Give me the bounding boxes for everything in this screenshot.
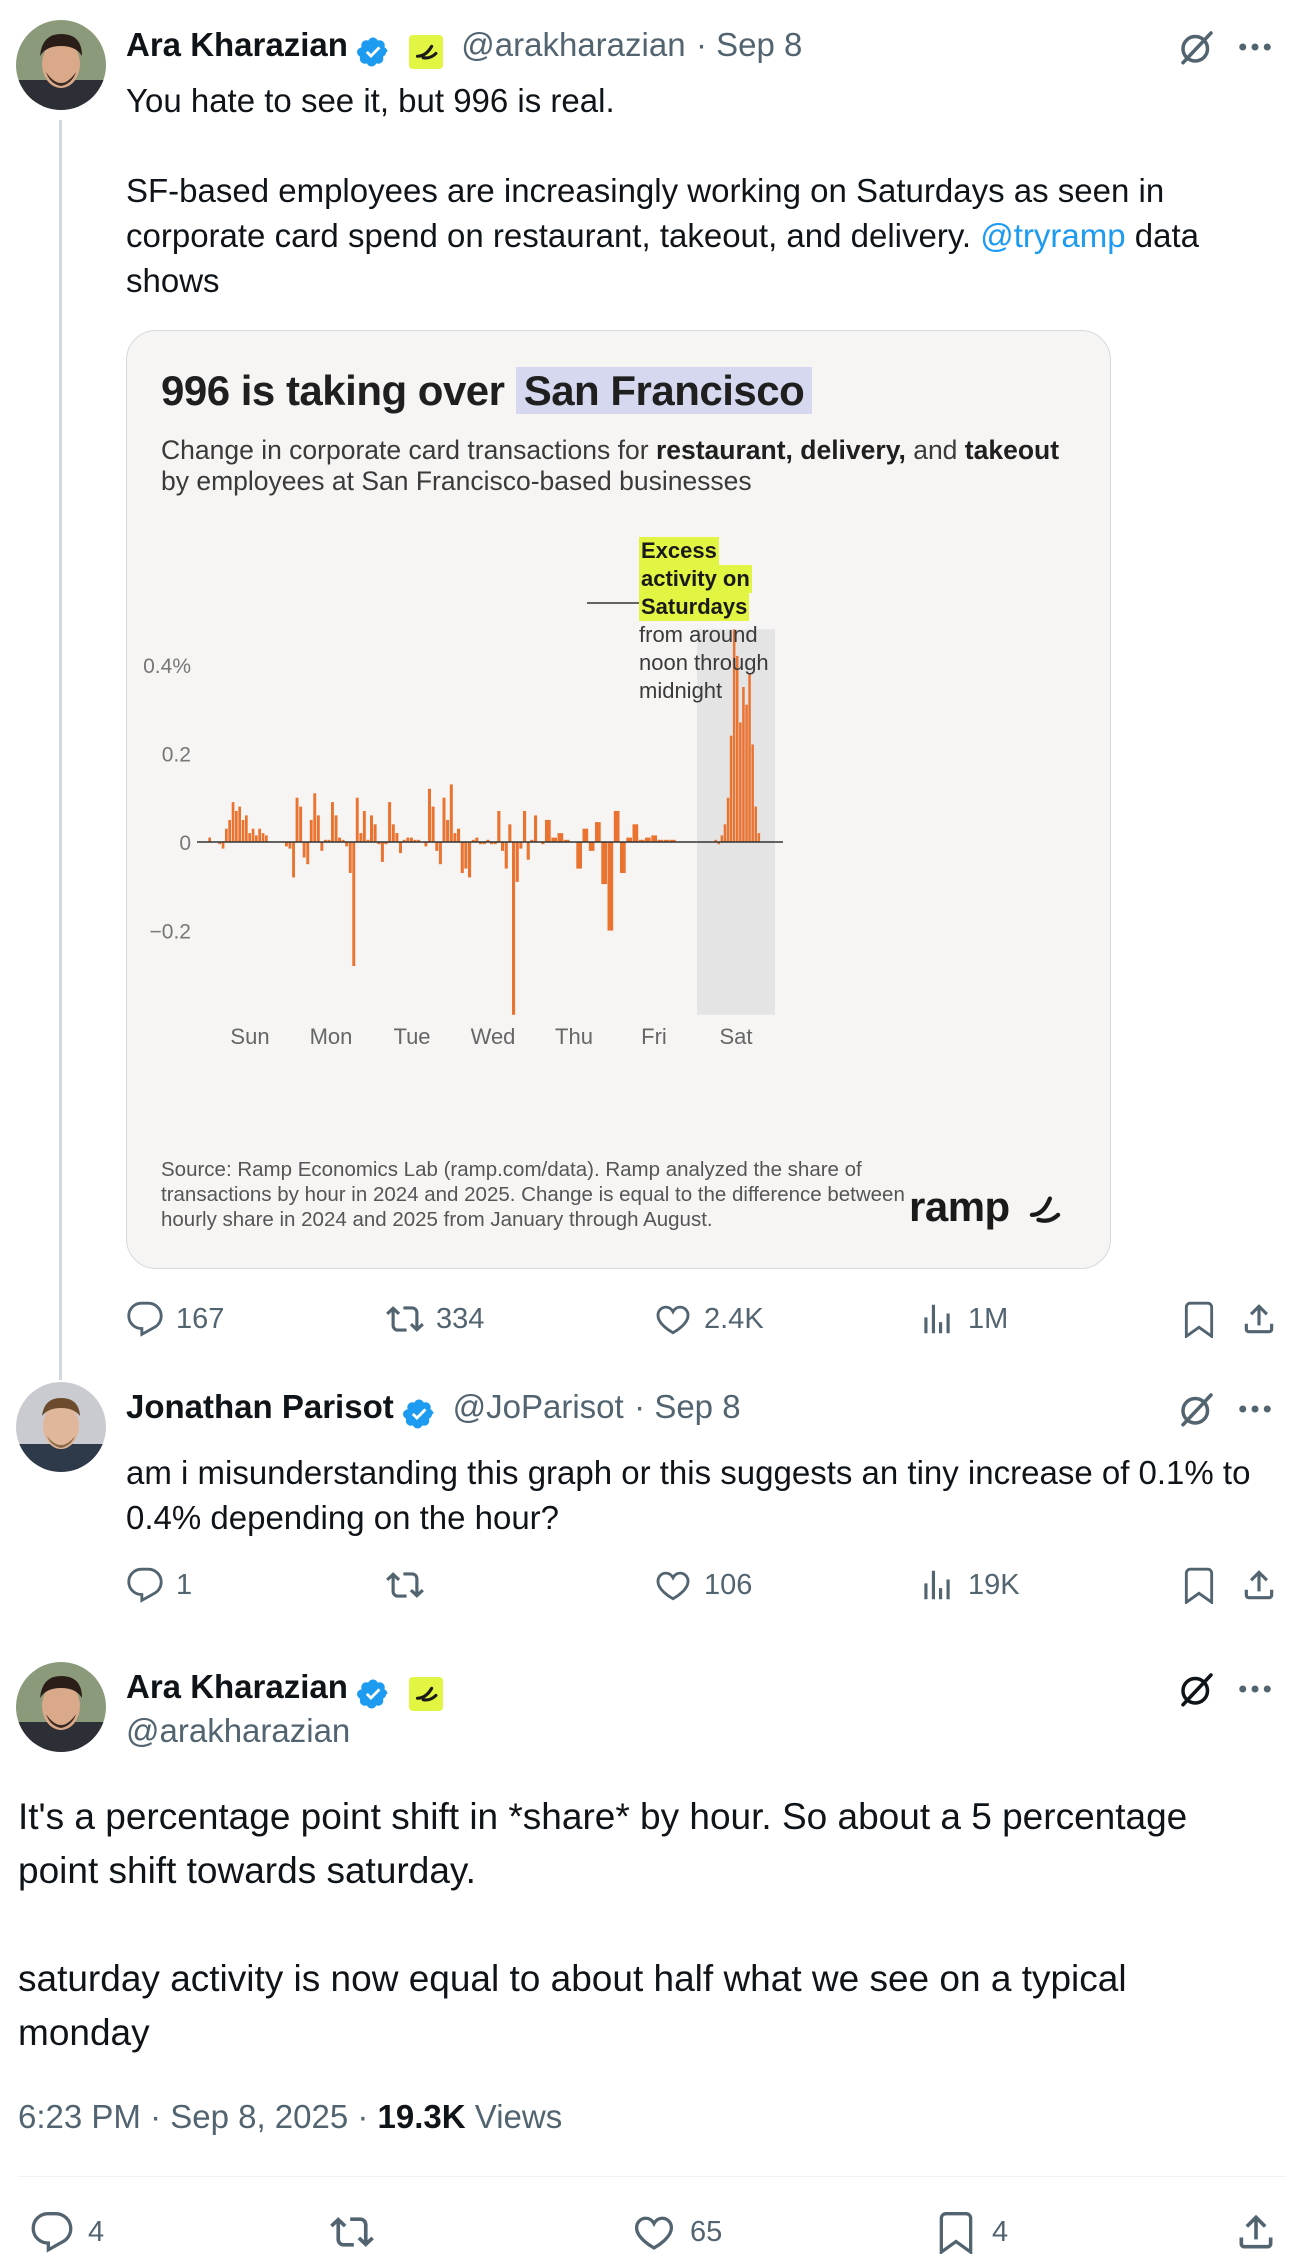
x-category-label: Thu <box>555 1024 593 1049</box>
chart-bar <box>399 842 402 853</box>
chart-bar <box>238 807 241 842</box>
chart-subtitle-d: takeout <box>964 435 1060 465</box>
chart-bar <box>758 833 761 842</box>
reply-button[interactable] <box>126 1300 224 1338</box>
reply-icon <box>126 1566 164 1604</box>
repost-icon <box>386 1300 424 1338</box>
chart-bar <box>265 835 268 842</box>
like-count: 2.4K <box>704 1302 764 1335</box>
chart-bar <box>620 842 626 873</box>
affiliate-ramp-icon[interactable] <box>409 35 443 69</box>
reply-count: 4 <box>88 2215 105 2248</box>
chart-bar <box>395 833 398 842</box>
chart-annotation <box>639 537 769 705</box>
chart-bar <box>262 833 265 842</box>
chart-bar <box>388 802 391 842</box>
annotation-rest-2: noon through <box>639 650 769 675</box>
bookmark-count: 4 <box>992 2215 1009 2248</box>
chart-source: Source: Ramp Economics Lab (ramp.com/data). Ramp analyzed the share of transactions by hour in 2024 and 2025. Change is equal to the difference between hourly share in 2024 and 2025 from January through August. <box>161 1158 905 1231</box>
chart-bar <box>608 842 614 931</box>
chart-bar <box>545 820 551 842</box>
chart-bar <box>583 829 589 842</box>
tweet-2-text: am i misunderstanding this graph or this suggests an tiny increase of 0.1% to 0.4% depending on the hour? <box>126 1454 1251 1536</box>
ramp-logo <box>909 1183 1065 1231</box>
annotation-hl-3: Saturdays <box>641 594 748 619</box>
repost-button[interactable] <box>386 1566 436 1604</box>
chart-bar <box>508 824 511 842</box>
mention-link[interactable]: @tryramp <box>980 217 1126 254</box>
author-handle[interactable]: @JoParisot <box>452 1388 624 1425</box>
tweet-3-text <box>18 1790 1258 2060</box>
views-total: 19.3K <box>377 2098 466 2135</box>
annotation-rest-1: from around <box>639 622 758 647</box>
share-icon[interactable] <box>1234 2210 1278 2254</box>
chart-image-card[interactable] <box>126 330 1111 1269</box>
reply-button[interactable] <box>126 1566 192 1604</box>
views-icon <box>918 1566 956 1604</box>
chart-bar <box>374 824 377 842</box>
chart-bar <box>335 815 338 842</box>
chart-bar <box>457 829 460 842</box>
tweet-1-para2 <box>126 168 1266 303</box>
tweet-3-para1: It's a percentage point shift in *share* by hour. So about a 5 percentage point shift towards saturday. <box>18 1796 1188 1891</box>
thread-line <box>59 120 62 1380</box>
views-count: 19K <box>968 1568 1020 1601</box>
bookmark-icon <box>934 2210 978 2254</box>
chart-bar <box>228 820 231 842</box>
chart-bar <box>313 793 316 842</box>
author-name[interactable]: Jonathan Parisot <box>126 1388 394 1425</box>
chart-bar <box>497 811 500 842</box>
chart-bar <box>519 842 522 849</box>
more-icon[interactable] <box>1234 1668 1276 1710</box>
views-button[interactable] <box>918 1566 1020 1604</box>
tweet-3-para2: saturday activity is now equal to about half what we see on a typical monday <box>18 1958 1127 2053</box>
chart-bar <box>633 824 639 842</box>
repost-icon <box>386 1566 424 1604</box>
x-category-label: Fri <box>641 1024 667 1049</box>
ramp-logo-text: ramp <box>909 1183 1010 1230</box>
chart-bar <box>299 807 302 842</box>
like-icon <box>632 2210 676 2254</box>
chart-bar <box>730 736 733 842</box>
chart-bar <box>516 842 519 882</box>
chart-bar <box>435 842 438 851</box>
chart-bar <box>512 842 515 1015</box>
more-icon[interactable] <box>1234 26 1276 68</box>
share-icon[interactable] <box>1240 1566 1278 1604</box>
views-count: 1M <box>968 1302 1009 1335</box>
author-handle[interactable]: @arakharazian <box>461 26 686 63</box>
chart-bar <box>595 822 601 842</box>
ramp-logo-icon <box>1025 1192 1065 1228</box>
chart-bar <box>356 798 359 842</box>
avatar[interactable] <box>16 1382 106 1472</box>
annotation-hl-1: Excess <box>641 538 717 563</box>
tweet-1-para2-b: data shows <box>126 217 1199 299</box>
chart-bar <box>320 842 323 851</box>
verified-badge-icon <box>356 35 390 69</box>
tweet-date[interactable]: · Sep 8 <box>634 1388 741 1425</box>
like-button[interactable] <box>654 1300 764 1338</box>
x-category-label: Mon <box>309 1024 353 1049</box>
chart-bar <box>432 807 435 842</box>
more-icon[interactable] <box>1234 1388 1276 1430</box>
chart-bar <box>446 820 449 842</box>
chart-bar <box>576 842 582 869</box>
tweet-1-para2-a: SF-based employees are increasingly working on Saturdays as seen in corporate card spend on restaurant, takeout, and delivery. <box>126 172 1165 254</box>
chart-bar <box>443 798 446 842</box>
author-name[interactable]: Ara Kharazian <box>126 26 348 63</box>
y-tick-label: 0 <box>179 832 191 855</box>
y-tick-label: 0.2 <box>161 743 191 767</box>
tweet-timestamp[interactable]: 6:23 PM · Sep 8, 2025 · <box>18 2098 378 2135</box>
chart-bar <box>258 829 261 842</box>
chart-bar <box>450 784 453 842</box>
annotation-rest-3: midnight <box>639 678 723 703</box>
chart-bar <box>352 842 355 966</box>
tweet-1-line1: You hate to see it, but 996 is real. <box>126 82 615 119</box>
bar-chart <box>127 331 1110 1131</box>
chart-bar <box>751 745 754 843</box>
chart-bar <box>306 842 309 864</box>
verified-badge-icon <box>402 1397 436 1431</box>
chart-bar <box>755 807 758 842</box>
chart-bar <box>742 687 745 842</box>
chart-bar <box>242 820 245 842</box>
chart-subtitle-c: and <box>905 435 965 465</box>
chart-bar <box>225 829 228 842</box>
chart-bar <box>464 842 467 869</box>
chart-bar <box>255 835 258 842</box>
tweet-date[interactable]: · Sep 8 <box>696 26 803 63</box>
views-button[interactable] <box>918 1300 1008 1338</box>
chart-bar <box>534 815 537 842</box>
author-name[interactable]: Ara Kharazian <box>126 1668 348 1705</box>
chart-bar <box>468 842 471 877</box>
x-category-label: Sun <box>230 1024 270 1049</box>
chart-bar <box>310 820 313 842</box>
chart-bar <box>392 824 395 842</box>
x-category-label: Sat <box>719 1024 753 1049</box>
reply-count: 1 <box>176 1568 193 1601</box>
chart-bar <box>359 833 362 842</box>
y-tick-label: −0.2 <box>149 920 191 944</box>
verified-badge-icon <box>356 1677 390 1711</box>
chart-bar <box>252 829 255 842</box>
chart-bar <box>501 842 504 851</box>
chart-bar <box>505 842 508 869</box>
chart-bar <box>289 842 292 849</box>
chart-subtitle-b: restaurant, delivery, <box>655 435 906 465</box>
chart-bar <box>439 842 442 864</box>
reply-button[interactable] <box>30 2210 104 2254</box>
bookmark-icon[interactable] <box>1180 1566 1218 1604</box>
chart-bar <box>739 722 742 842</box>
chart-bar <box>724 824 727 842</box>
chart-bar <box>721 835 724 842</box>
repost-icon <box>330 2210 374 2254</box>
chart-bar <box>303 842 306 858</box>
reply-icon <box>30 2210 74 2254</box>
chart-bar <box>349 842 352 873</box>
annotation-hl-2: activity on <box>641 566 750 591</box>
avatar[interactable] <box>16 1662 106 1752</box>
like-count: 106 <box>704 1568 753 1601</box>
chart-bar <box>527 842 530 860</box>
chart-bar <box>589 842 595 851</box>
grok-icon[interactable] <box>1176 1388 1218 1430</box>
chart-bar <box>381 842 384 862</box>
repost-button[interactable] <box>330 2210 374 2254</box>
y-tick-label: 0.4% <box>143 654 191 678</box>
x-category-label: Wed <box>470 1024 516 1049</box>
chart-bar <box>370 815 373 842</box>
chart-bar <box>222 842 225 849</box>
chart-bar <box>614 811 620 842</box>
chart-bar <box>232 802 235 842</box>
avatar[interactable] <box>16 20 106 110</box>
share-icon[interactable] <box>1240 1300 1278 1338</box>
divider <box>18 2176 1286 2177</box>
like-icon <box>654 1566 692 1604</box>
grok-icon[interactable] <box>1176 1668 1218 1710</box>
bookmark-icon[interactable] <box>1180 1300 1218 1338</box>
like-button[interactable] <box>632 2210 722 2254</box>
chart-bar <box>317 815 320 842</box>
views-label: Views <box>465 2098 563 2135</box>
repost-button[interactable] <box>386 1300 484 1338</box>
tweet-1-text <box>126 78 1266 303</box>
reply-icon <box>126 1300 164 1338</box>
chart-bar <box>558 833 564 842</box>
tweet-1-header <box>126 26 802 69</box>
author-handle[interactable]: @arakharazian <box>126 1712 351 1749</box>
chart-bar <box>523 811 526 842</box>
chart-bar <box>428 789 431 842</box>
chart-bar <box>296 798 299 842</box>
repost-count: 334 <box>436 1302 485 1335</box>
chart-bar <box>331 802 334 842</box>
tweet-2-header <box>126 1388 741 1431</box>
chart-bar <box>363 811 366 842</box>
tweet-meta <box>18 2098 562 2136</box>
chart-bar <box>292 842 295 877</box>
chart-bar <box>601 842 607 884</box>
like-icon <box>654 1300 692 1338</box>
x-category-label: Tue <box>393 1024 431 1049</box>
reply-count: 167 <box>176 1302 225 1335</box>
bookmark-button[interactable] <box>934 2210 1008 2254</box>
chart-bar <box>651 835 657 842</box>
chart-subtitle-a: Change in corporate card transactions for <box>161 435 656 465</box>
chart-bar <box>461 842 464 873</box>
tweet-3-header <box>126 1668 443 1711</box>
grok-icon[interactable] <box>1176 26 1218 68</box>
chart-subtitle-e: by employees at San Francisco-based businesses <box>161 466 752 496</box>
chart-bar <box>245 815 248 842</box>
chart-bar <box>248 833 251 842</box>
chart-bar <box>745 705 748 842</box>
like-count: 65 <box>690 2215 723 2248</box>
chart-bar <box>453 833 456 842</box>
chart-title-highlight: San Francisco <box>516 367 813 414</box>
chart-bar <box>727 798 730 842</box>
chart-title-a: 996 is taking over <box>161 367 516 414</box>
like-button[interactable] <box>654 1566 752 1604</box>
affiliate-ramp-icon[interactable] <box>409 1677 443 1711</box>
chart-bar <box>235 811 238 842</box>
views-icon <box>918 1300 956 1338</box>
